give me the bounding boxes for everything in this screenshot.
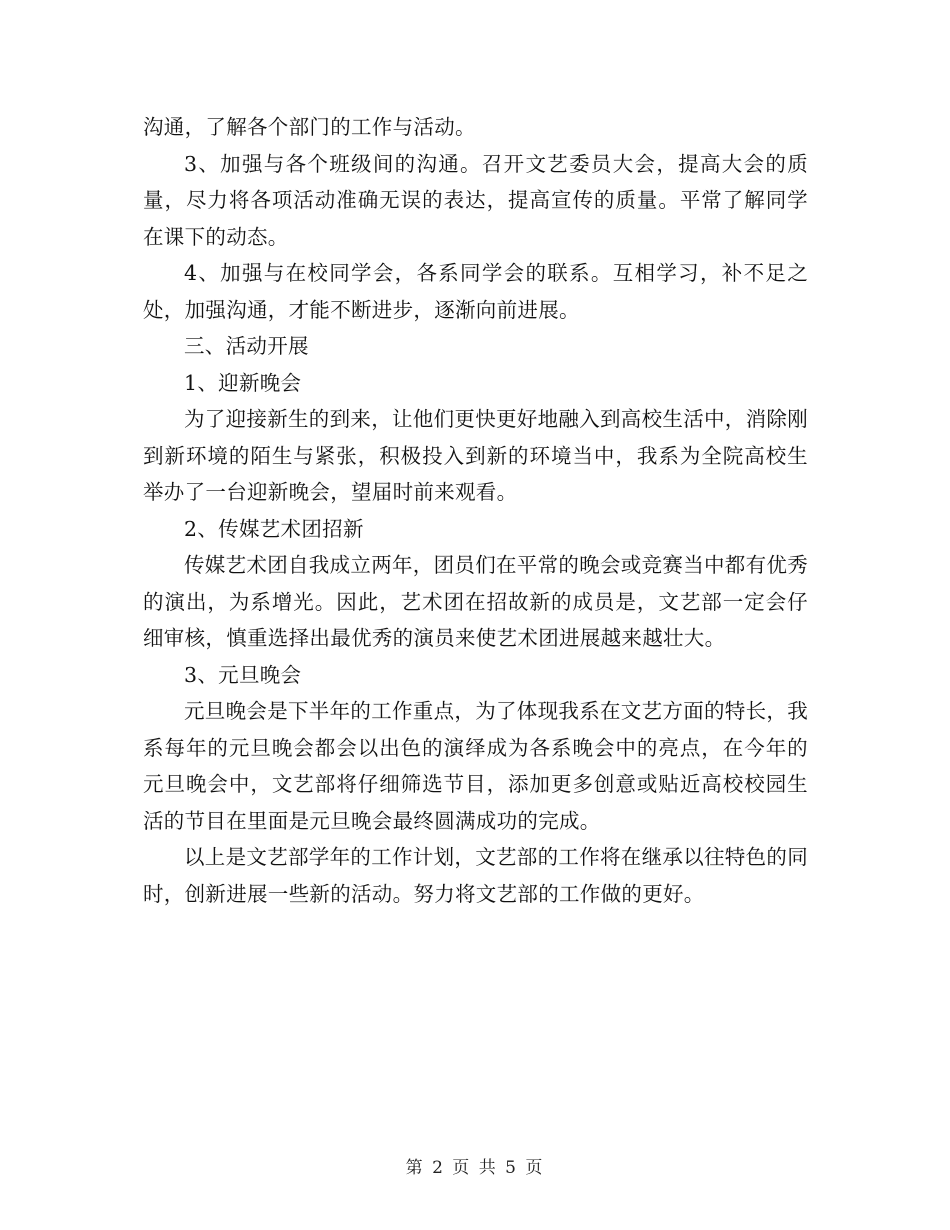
paragraph-welcome-party: 为了迎接新生的到来，让他们更快更好地融入到高校生活中，消除刚到新环境的陌生与紧张，积极投入到新的环境当中，我系为全院高校生举办了一台迎新晚会，望届时前来观看。	[143, 407, 808, 504]
subheading-welcome-party: 1、迎新晚会	[184, 370, 302, 395]
section-heading-activities: 三、活动开展	[184, 334, 309, 358]
paragraph-1: 沟通，了解各个部门的工作与活动。	[143, 115, 476, 139]
paragraph-conclusion: 以上是文艺部学年的工作计划，文艺部的工作将在继承以往特色的同时，创新进展一些新的活动。努力将文艺部的工作做的更好。	[143, 845, 808, 906]
paragraph-3: 4、加强与在校同学会，各系同学会的联系。互相学习，补不足之处，加强沟通，才能不断进步，逐渐向前进展。	[143, 261, 808, 322]
paragraph-new-year-party: 元旦晚会是下半年的工作重点，为了体现我系在文艺方面的特长，我系每年的元旦晚会都会以出色的演绎成为各系晚会中的亮点，在今年的元旦晚会中，文艺部将仔细筛选节目，添加更多创意或贴近高校校园生活的节目在里面是元旦晚会最终圆满成功的完成。	[143, 699, 808, 833]
page-number-footer: 第 2 页 共 5 页	[405, 1158, 545, 1178]
subheading-new-year-party: 3、元旦晚会	[184, 662, 302, 687]
subheading-art-troupe: 2、传媒艺术团招新	[184, 516, 364, 541]
paragraph-art-troupe: 传媒艺术团自我成立两年，团员们在平常的晚会或竞赛当中都有优秀的演出，为系增光。因此，艺术团在招故新的成员是，文艺部一定会仔细审核，慎重选择出最优秀的演员来使艺术团进展越来越壮大。	[143, 553, 808, 650]
paragraph-2: 3、加强与各个班级间的沟通。召开文艺委员大会，提高大会的质量，尽力将各项活动准确无误的表达，提高宣传的质量。平常了解同学在课下的动态。	[143, 151, 808, 249]
document-body	[143, 109, 808, 912]
